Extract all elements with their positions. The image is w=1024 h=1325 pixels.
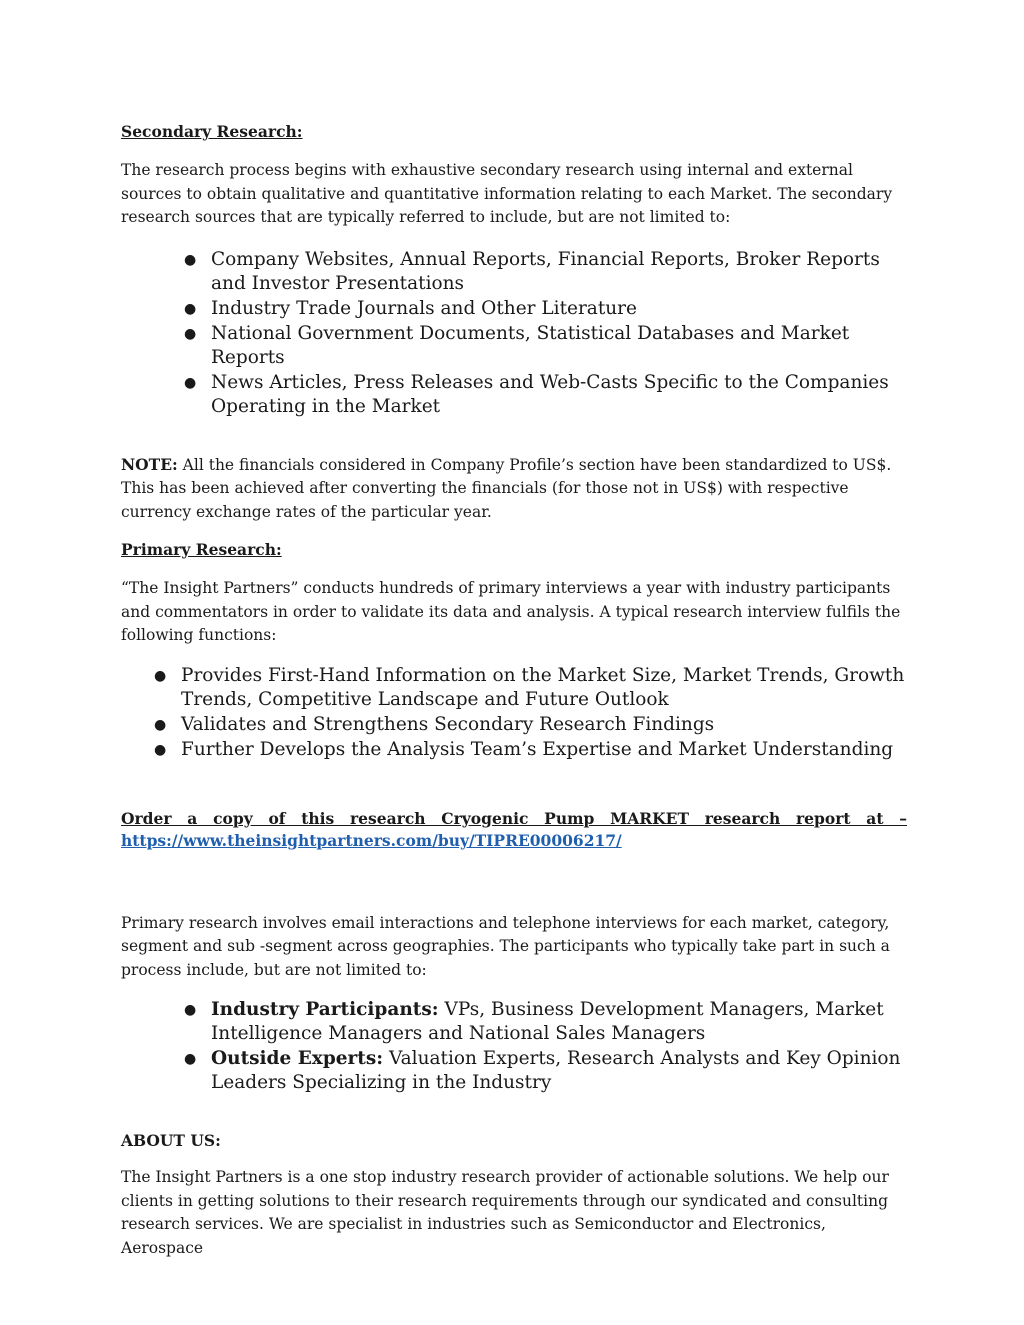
note-label: NOTE: — [121, 454, 178, 474]
list-item: ● Provides First-Hand Information on the Market Size, Market Trends, Growth Trends, Competitive Landscape and Future Outlook — [154, 664, 905, 710]
list-item: ● Company Websites, Annual Reports, Financial Reports, Broker Reports and Investor Presentations — [184, 248, 880, 294]
bullet-icon: ● — [184, 300, 197, 317]
participants-section — [121, 912, 907, 1096]
order-text: Order a copy of this research Cryogenic Pump MARKET research report at – — [121, 808, 907, 828]
bullet-icon: ● — [184, 374, 197, 391]
about-text: The Insight Partners is a one stop industry research provider of actionable solutions. We help our clients in getting solutions to their research requirements through our syndicated and consulting research services. We are specialist in industries such as Semiconductor and Electronics, Aerospace — [121, 1168, 889, 1257]
primary-research-section — [121, 538, 907, 762]
bullet-icon: ● — [154, 667, 167, 684]
list-item: ● Outside Experts: Valuation Experts, Research Analysts and Key Opinion Leaders Specializing in the Industry — [184, 1048, 901, 1093]
note-text: All the financials considered in Company Profile’s section have been standardized to US$. This has been achieved after converting the financials (for those not in US$) with respective currency exchange rates of the particular year. — [121, 455, 892, 521]
primary-functions-list — [121, 664, 907, 762]
list-item: ● Industry Trade Journals and Other Literature — [184, 297, 637, 319]
bullet-icon: ● — [154, 716, 167, 733]
secondary-research-intro: The research process begins with exhaustive secondary research using internal and external sources to obtain qualitative and quantitative information relating to each Market. The secondary research sources that are typically referred to include, but are not limited to: — [121, 161, 893, 226]
primary-research-heading: Primary Research: — [121, 540, 282, 559]
list-item: ● Industry Participants: VPs, Business Development Managers, Market Intelligence Managers and National Sales Managers — [184, 999, 884, 1044]
bullet-icon: ● — [184, 1002, 197, 1018]
list-item: ● Further Develops the Analysis Team’s Expertise and Market Understanding — [154, 738, 894, 760]
bullet-icon: ● — [154, 741, 167, 758]
about-heading: ABOUT US: — [121, 1131, 221, 1150]
note-paragraph — [121, 453, 907, 525]
primary-research-intro: “The Insight Partners” conducts hundreds of primary interviews a year with industry participants and commentators in order to validate its data and analysis. A typical research interview fulfils the following functions: — [121, 579, 901, 644]
participants-list — [121, 998, 907, 1095]
order-link[interactable]: https://www.theinsightpartners.com/buy/TIPRE00006217/ — [121, 830, 622, 850]
bullet-icon: ● — [184, 251, 197, 268]
about-section — [121, 1129, 907, 1260]
secondary-research-section — [121, 120, 907, 419]
secondary-sources-list — [121, 248, 907, 419]
participants-intro: Primary research involves email interactions and telephone interviews for each market, category, segment and sub -segment across geographies. The participants who typically take part in such a process include, but are not limited to: — [121, 913, 890, 979]
order-section — [121, 808, 907, 852]
list-item: ● News Articles, Press Releases and Web-Casts Specific to the Companies Operating in the Market — [184, 371, 889, 417]
bullet-icon: ● — [184, 325, 197, 342]
list-item: ● National Government Documents, Statistical Databases and Market Reports — [184, 322, 850, 368]
secondary-research-heading: Secondary Research: — [121, 122, 303, 141]
list-item: ● Validates and Strengthens Secondary Research Findings — [154, 713, 715, 735]
document-page — [121, 120, 907, 1260]
bullet-icon: ● — [184, 1051, 197, 1067]
